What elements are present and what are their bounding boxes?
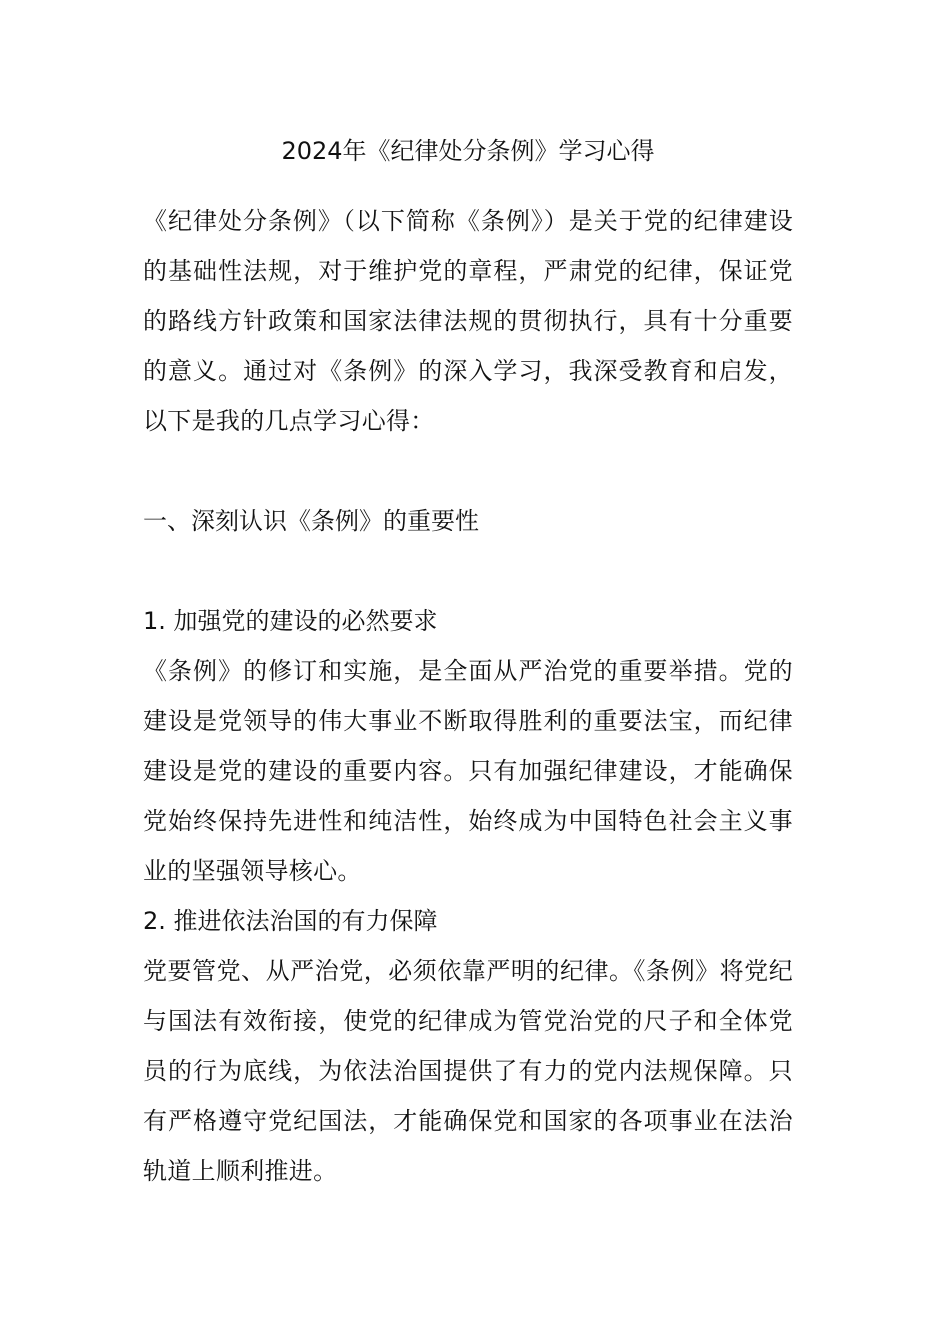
spacer [143,546,793,596]
document-title: 2024年《纪律处分条例》学习心得 [281,137,655,165]
subsection-body-2: 党要管党、从严治党，必须依靠严明的纪律。《条例》将党纪与国法有效衔接，使党的纪律成为管党治党的尺子和全体党员的行为底线，为依法治国提供了有力的党内法规保障。只有严格遵守党纪国法，才能确保党和国家的各项事业在法治轨道上顺利推进。 [143,957,793,1185]
spacer [143,446,793,496]
subsection-heading-2: 2. 推进依法治国的有力保障 [143,907,438,935]
section-heading: 一、深刻认识《条例》的重要性 [143,507,479,535]
intro-paragraph: 《纪律处分条例》（以下简称《条例》）是关于党的纪律建设的基础性法规，对于维护党的章程，严肃党的纪律，保证党的路线方针政策和国家法律法规的贯彻执行，具有十分重要的意义。通过对《条例》的深入学习，我深受教育和启发，以下是我的几点学习心得： [143,207,793,435]
subsection-body-1: 《条例》的修订和实施，是全面从严治党的重要举措。党的建设是党领导的伟大事业不断取得胜利的重要法宝，而纪律建设是党的建设的重要内容。只有加强纪律建设，才能确保党始终保持先进性和纯洁性，始终成为中国特色社会主义事业的坚强领导核心。 [143,657,793,885]
document-content [143,128,793,1196]
subsection-heading-1: 1. 加强党的建设的必然要求 [143,607,438,635]
